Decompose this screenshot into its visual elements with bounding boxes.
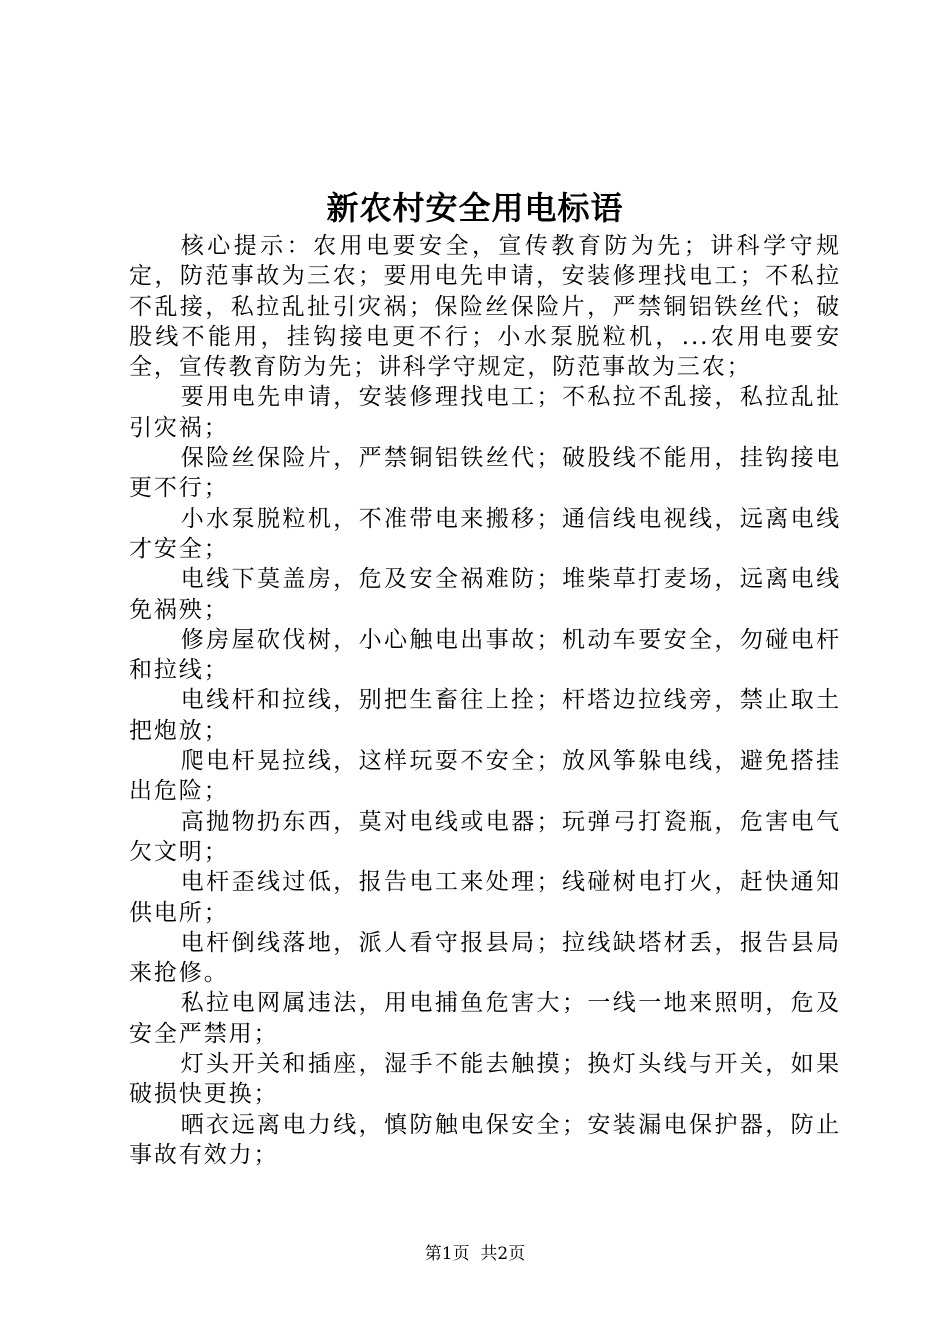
paragraph: 电杆倒线落地，派人看守报县局；拉线缺塔材丢，报告县局来抢修。 [129, 929, 841, 987]
paragraph: 要用电先申请，安装修理找电工；不私拉不乱接，私拉乱扯引灾祸； [129, 384, 841, 441]
paragraph: 私拉电网属违法，用电捕鱼危害大；一线一地来照明，危及安全严禁用； [129, 990, 841, 1047]
paragraph: 电线杆和拉线，别把生畜往上拴；杆塔边拉线旁，禁止取土把炮放； [129, 687, 841, 744]
paragraph: 修房屋砍伐树，小心触电出事故；机动车要安全，勿碰电杆和拉线； [129, 626, 841, 684]
paragraph: 爬电杆晃拉线，这样玩耍不安全；放风筝躲电线，避免搭挂出危险； [129, 748, 841, 805]
paragraph: 晒衣远离电力线，慎防触电保安全；安装漏电保护器，防止事故有效力； [129, 1111, 841, 1168]
paragraph: 小水泵脱粒机，不准带电来搬移；通信线电视线，远离电线才安全； [129, 505, 841, 562]
paragraph: 电杆歪线过低，报告电工来处理；线碰树电打火，赶快通知供电所； [129, 869, 841, 926]
page-footer: 第1页 共2页 [424, 1244, 526, 1264]
paragraph: 电线下莫盖房，危及安全祸难防；堆柴草打麦场，远离电线免祸殃； [129, 566, 841, 623]
document-title: 新农村安全用电标语 [326, 189, 624, 227]
paragraph: 灯头开关和插座，湿手不能去触摸；换灯头线与开关，如果破损快更换； [129, 1051, 841, 1108]
paragraph: 保险丝保险片，严禁铜铝铁丝代；破股线不能用，挂钩接电更不行； [129, 445, 841, 502]
document-body [129, 231, 841, 1170]
paragraph-summary: 核心提示：农用电要安全，宣传教育防为先；讲科学守规定，防范事故为三农；要用电先申请，安装修理找电工；不私拉不乱接，私拉乱扯引灾祸；保险丝保险片，严禁铜铝铁丝代；破股线不能用，挂钩接电更不行；小水泵脱粒机，...农用电要安全，宣传教育防为先；讲科学守规定，防范事故为三农； [129, 233, 841, 381]
paragraph: 高抛物扔东西，莫对电线或电器；玩弹弓打瓷瓶，危害电气欠文明； [129, 808, 841, 865]
